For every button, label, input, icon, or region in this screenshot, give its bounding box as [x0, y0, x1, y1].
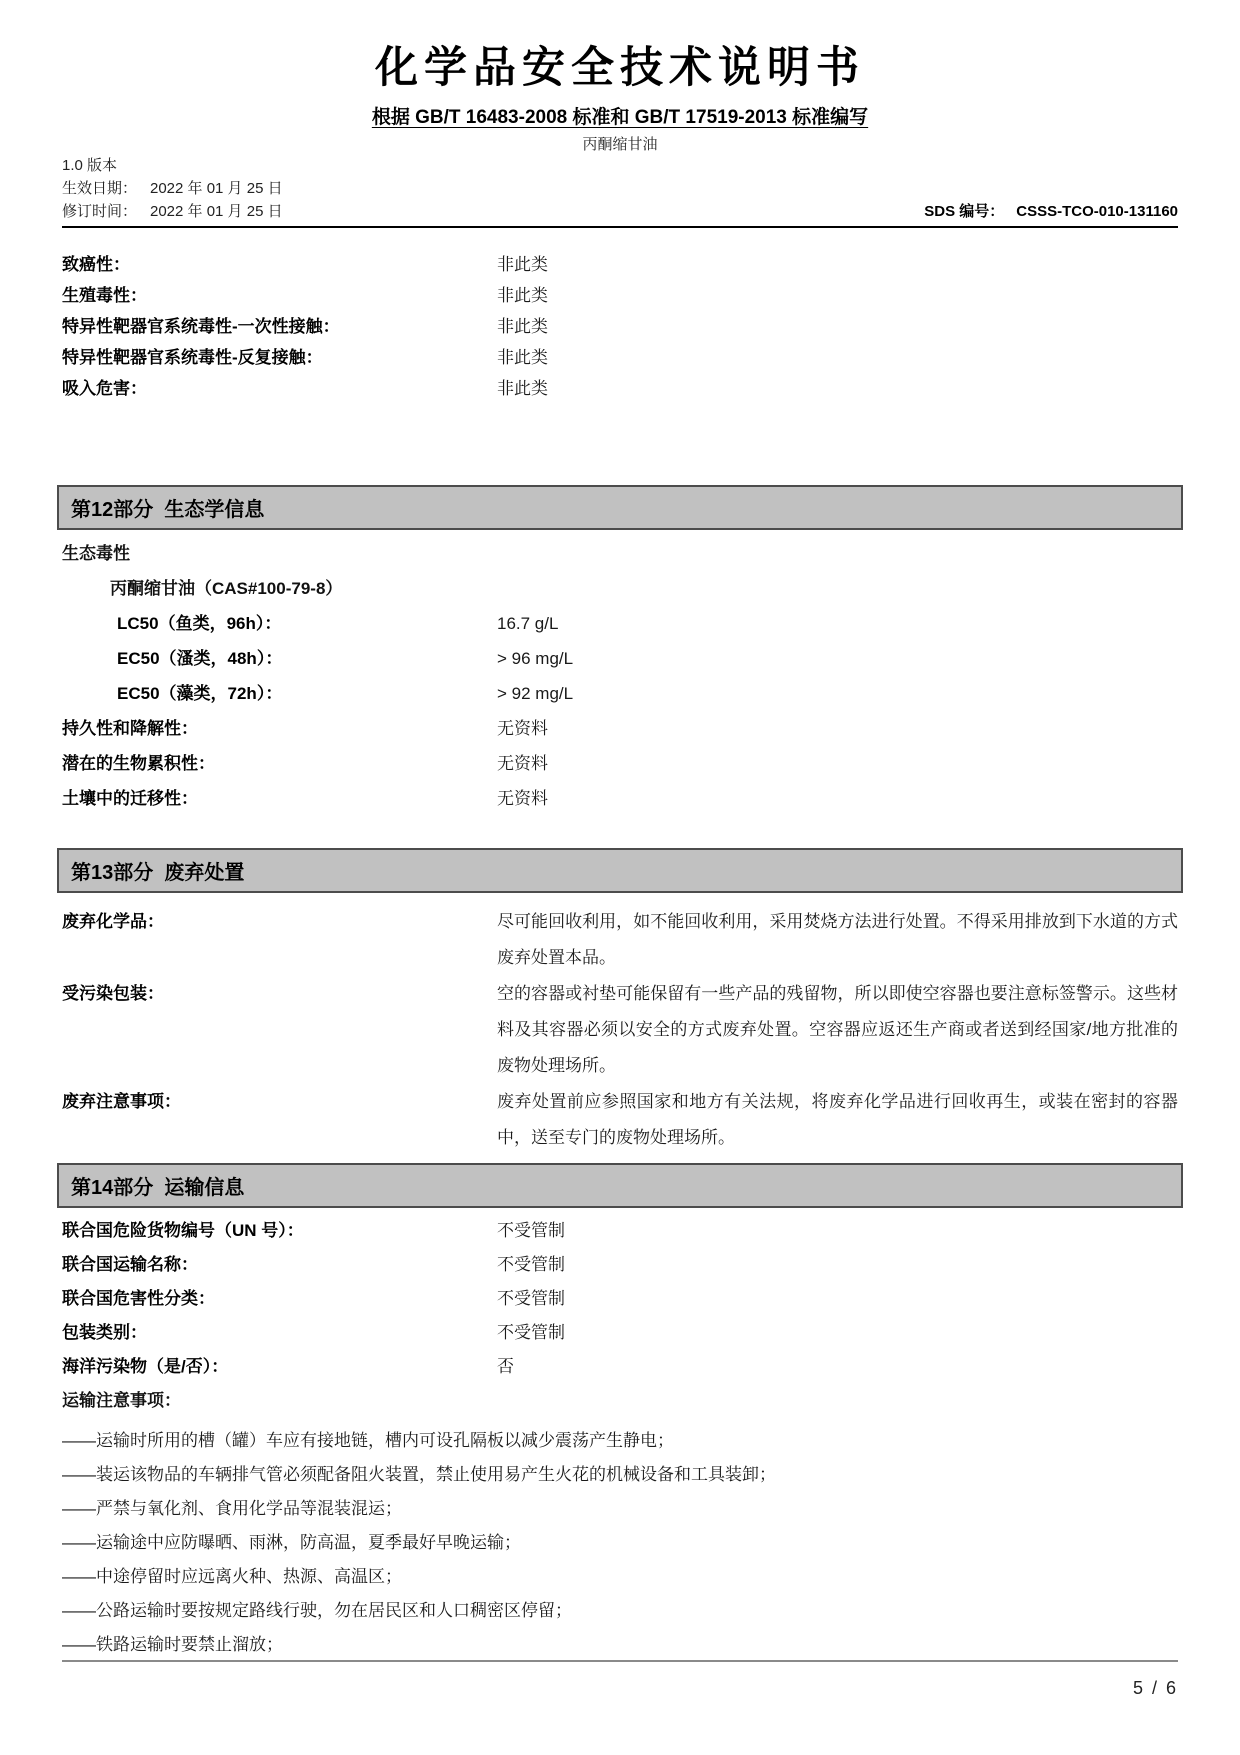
row-label: 受污染包装：: [62, 984, 164, 1003]
version-label: 1.0 版本: [62, 157, 118, 174]
list-item: ——公路运输时要按规定路线行驶，勿在居民区和人口稠密区停留；: [62, 1601, 572, 1620]
row-label: EC50（藻类，72h）：: [117, 684, 283, 703]
table-row: [62, 1358, 1178, 1376]
row-label: 生殖毒性：: [62, 286, 147, 305]
transport-notes-list: [62, 1424, 1178, 1662]
substance-cas-line: 丙酮缩甘油（CAS#100-79-8）: [110, 579, 343, 598]
row-value: > 96 mg/L: [497, 649, 574, 668]
revision-row: [62, 202, 1178, 221]
row-value: 空的容器或衬垫可能保留有一些产品的残留物，所以即使空容器也要注意标签警示。这些材料及其容器必须以安全的方式废弃处置。空容器应返还生产商或者送到经国家/地方批准的废物处理场所。: [497, 984, 1178, 1075]
row-value: 无资料: [497, 719, 548, 738]
table-row: [62, 1222, 1178, 1240]
table-row: [62, 1256, 1178, 1274]
row-value: 非此类: [497, 379, 548, 398]
sds-number: [924, 202, 1178, 221]
row-value: 非此类: [497, 317, 548, 336]
row-label: 土壤中的迁移性：: [62, 789, 198, 808]
row-label: 联合国运输名称：: [62, 1255, 198, 1274]
row-value: 否: [497, 1357, 514, 1376]
row-label: 废弃注意事项：: [62, 1092, 181, 1111]
row-value: 非此类: [497, 348, 548, 367]
table-row: [62, 615, 1178, 633]
row-label: 特异性靶器官系统毒性-反复接触：: [62, 348, 323, 367]
row-value: 不受管制: [497, 1323, 565, 1342]
header-divider: [62, 226, 1178, 228]
list-item: ——运输途中应防曝晒、雨淋，防高温，夏季最好早晚运输；: [62, 1533, 521, 1552]
product-name: 丙酮缩甘油: [582, 136, 658, 153]
sds-number-value: CSSS-TCO-010-131160: [1016, 203, 1178, 220]
revision-date-label: 修订时间：: [62, 203, 138, 220]
disposal-rows: [62, 904, 1178, 1156]
row-label: 海洋污染物（是/否）：: [62, 1357, 229, 1376]
row-value: 无资料: [497, 789, 548, 808]
section-13-header-bar: [57, 848, 1183, 893]
row-value: 非此类: [497, 286, 548, 305]
section-14-header-bar: [57, 1163, 1183, 1208]
row-label: 致癌性：: [62, 255, 130, 274]
row-label: LC50（鱼类，96h）：: [117, 614, 282, 633]
row-label: 特异性靶器官系统毒性-一次性接触：: [62, 317, 340, 336]
effective-date-row: [62, 179, 1178, 198]
list-item: ——严禁与氧化剂、食用化学品等混装混运；: [62, 1499, 402, 1518]
table-row: [62, 380, 1178, 398]
revision-date: [62, 202, 283, 221]
list-item: ——铁路运输时要禁止溜放；: [62, 1635, 283, 1654]
table-row: [62, 1290, 1178, 1308]
effective-date-value: 2022 年 01 月 25 日: [150, 180, 283, 197]
table-row: [62, 755, 1178, 773]
list-item: ——中途停留时应远离火种、热源、高温区；: [62, 1567, 402, 1586]
document-title: 化学品安全技术说明书: [375, 45, 865, 92]
row-value: 16.7 g/L: [497, 614, 559, 633]
row-label: 联合国危险货物编号（UN 号）：: [62, 1221, 304, 1240]
row-value: 废弃处置前应参照国家和地方有关法规，将废弃化学品进行回收再生，或装在密封的容器中，送至专门的废物处理场所。: [497, 1092, 1178, 1147]
table-row: [62, 318, 1178, 336]
table-row: [62, 1324, 1178, 1342]
page-content: [62, 44, 1178, 1662]
page-footer: [62, 1660, 1178, 1699]
row-label: 潜在的生物累积性：: [62, 754, 215, 773]
row-value: 不受管制: [497, 1289, 565, 1308]
table-row: [62, 650, 1178, 668]
row-value: 不受管制: [497, 1255, 565, 1274]
section-14-heading: 第14部分 运输信息: [71, 1177, 245, 1199]
table-row: [62, 720, 1178, 738]
row-label: 废弃化学品：: [62, 912, 164, 931]
table-row: [62, 685, 1178, 703]
row-label: EC50（溞类，48h）：: [117, 649, 283, 668]
toxicity-rows-block: [62, 256, 1178, 398]
section-13-heading: 第13部分 废弃处置: [71, 862, 245, 884]
table-row: [62, 256, 1178, 274]
section-12-heading: 第12部分 生态学信息: [71, 499, 265, 521]
row-value: 非此类: [497, 255, 548, 274]
section-12-header-bar: [57, 485, 1183, 530]
list-item: ——装运该物品的车辆排气管必须配备阻火装置，禁止使用易产生火花的机械设备和工具装卸；: [62, 1465, 776, 1484]
table-row: [62, 904, 1178, 976]
page-number: 5 / 6: [1132, 1678, 1178, 1698]
table-row: [62, 976, 1178, 1084]
eco-toxicity-label: 生态毒性: [62, 544, 130, 563]
table-row: [62, 349, 1178, 367]
table-row: [62, 790, 1178, 808]
sds-number-label: SDS 编号：: [924, 203, 1005, 220]
effective-date-label: 生效日期：: [62, 180, 138, 197]
table-row: [62, 1084, 1178, 1156]
footer-divider: [62, 1660, 1178, 1662]
row-value: 尽可能回收利用，如不能回收利用，采用焚烧方法进行处置。不得采用排放到下水道的方式废弃处置本品。: [497, 912, 1178, 967]
row-value: > 92 mg/L: [497, 684, 574, 703]
row-label: 吸入危害：: [62, 379, 147, 398]
revision-date-value: 2022 年 01 月 25 日: [150, 203, 283, 220]
list-item: ——运输时所用的槽（罐）车应有接地链，槽内可设孔隔板以减少震荡产生静电；: [62, 1431, 674, 1450]
transport-notes-label: 运输注意事项：: [62, 1391, 181, 1410]
row-value: 无资料: [497, 754, 548, 773]
transport-rows: [62, 1222, 1178, 1376]
table-row: [62, 287, 1178, 305]
row-label: 持久性和降解性：: [62, 719, 198, 738]
row-value: 不受管制: [497, 1221, 565, 1240]
row-label: 包装类别：: [62, 1323, 147, 1342]
eco-toxicity-rows: [62, 615, 1178, 808]
row-label: 联合国危害性分类：: [62, 1289, 215, 1308]
document-subtitle: 根据 GB/T 16483-2008 标准和 GB/T 17519-2013 标准编写: [371, 107, 869, 128]
